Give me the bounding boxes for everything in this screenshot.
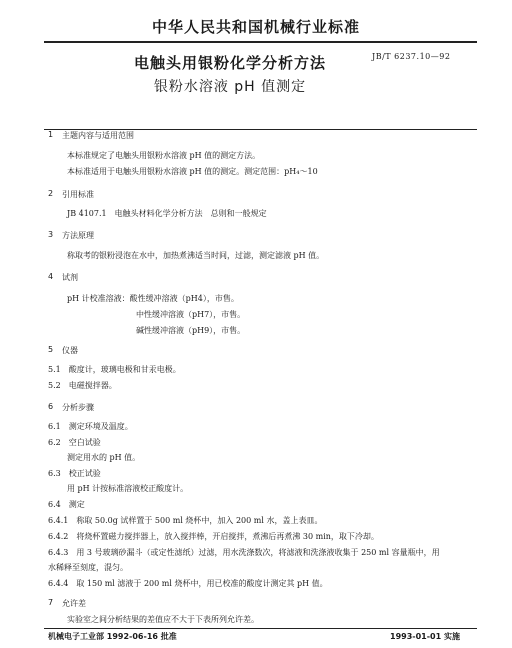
section-number: 6 — [48, 402, 54, 411]
paragraph: 测定用水的 pH 值。 — [67, 453, 141, 462]
section-number: 7 — [48, 598, 54, 607]
list-item: 6.1 测定环境及温度。 — [48, 422, 133, 431]
section-heading: 仪器 — [62, 346, 78, 355]
section-number: 1 — [48, 130, 54, 139]
footer-rule — [44, 628, 477, 629]
paragraph: 本标准规定了电触头用银粉水溶液 pH 值的测定方法。 — [67, 151, 261, 160]
header-rule — [44, 41, 477, 43]
list-item: 6.4.2 将烧杯置磁力搅拌器上，放入搅拌棒，开启搅拌，煮沸后再煮沸 30 min，取下冷却。 — [48, 532, 379, 541]
section-number: 2 — [48, 189, 54, 198]
section-heading: 主题内容与适用范围 — [62, 131, 134, 140]
section-heading: 允许差 — [62, 599, 86, 608]
section-heading: 试剂 — [62, 273, 78, 282]
paragraph: 称取考的银粉浸泡在水中，加热煮沸适当时间，过滤，测定滤液 pH 值。 — [67, 251, 325, 260]
list-item: 6.4.1 称取 50.0g 试样置于 500 ml 烧杯中，加入 200 ml 水，盖上表皿。 — [48, 516, 323, 525]
paragraph: pH 计校准溶液：酸性缓冲溶液（pH4），市售。 — [67, 294, 239, 303]
paragraph: JB 4107.1 电触头材料化学分析方法 总则和一般规定 — [67, 209, 267, 218]
paragraph: 用 pH 计按标准溶液校正酸度计。 — [67, 484, 189, 493]
paragraph: 水稀释至刻度，混匀。 — [48, 563, 128, 572]
list-item: 5.2 电磁搅拌器。 — [48, 381, 117, 390]
approval-date: 机械电子工业部 1992-06-16 批准 — [48, 632, 177, 641]
paragraph: 本标准适用于电触头用银粉水溶液 pH 值的测定。测定范围：pH₄～10 — [67, 167, 318, 176]
paragraph: 碱性缓冲溶液（pH9），市售。 — [136, 326, 246, 335]
list-item: 6.2 空白试验 — [48, 438, 101, 447]
standard-number: JB/T 6237.10—92 — [372, 52, 451, 61]
section-heading: 分析步骤 — [62, 403, 94, 412]
paragraph: 中性缓冲溶液（pH7），市售。 — [136, 310, 246, 319]
section-number: 5 — [48, 345, 54, 354]
section-heading: 方法原理 — [62, 231, 94, 240]
list-item: 6.4.3 用 3 号玻璃砂漏斗（或定性滤纸）过滤，用水洗涤数次，将滤液和洗涤液收集于 250 ml 容量瓶中，用 — [48, 548, 440, 557]
list-item: 5.1 酸度计，玻璃电极和甘汞电极。 — [48, 365, 181, 374]
list-item: 6.4 测定 — [48, 500, 85, 509]
section-number: 4 — [48, 272, 54, 281]
list-item: 6.4.4 取 150 ml 滤液于 200 ml 烧杯中，用已校准的酸度计测定其 pH 值。 — [48, 579, 328, 588]
document-title: 电触头用银粉化学分析方法 — [133, 54, 326, 72]
section-number: 3 — [48, 230, 54, 239]
implementation-date: 1993-01-01 实施 — [390, 632, 460, 641]
paragraph: 实验室之间分析结果的差值应不大于下表所列允许差。 — [67, 615, 259, 624]
section-heading: 引用标准 — [62, 190, 94, 199]
document-subtitle: 银粉水溶液 pH 值测定 — [153, 79, 307, 95]
standard-org-header: 中华人民共和国机械行业标准 — [151, 18, 360, 36]
list-item: 6.3 校正试验 — [48, 469, 101, 478]
